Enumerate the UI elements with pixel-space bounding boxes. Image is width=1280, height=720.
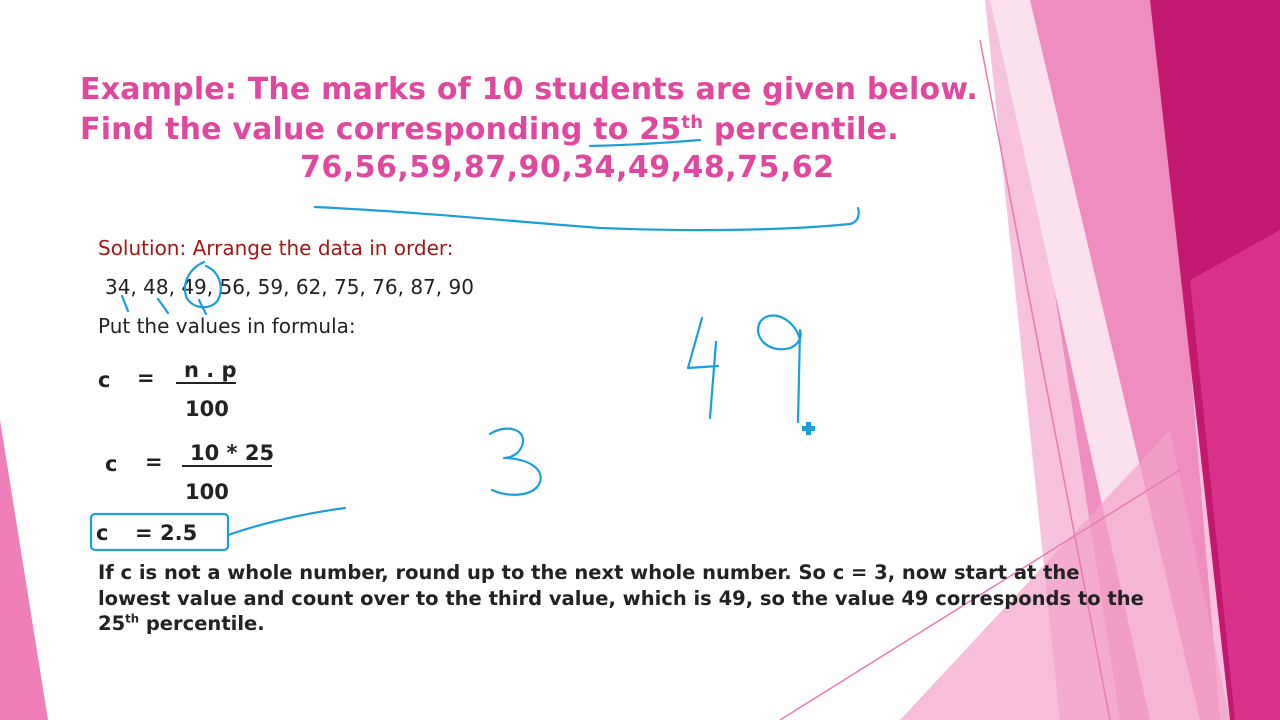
result-equals: =: [135, 521, 153, 545]
left-pink-sliver: [0, 420, 48, 720]
title-prefix: Find the value corresponding to: [80, 112, 640, 147]
title-ordinal-suffix: th: [681, 112, 704, 133]
title-suffix: percentile.: [703, 112, 899, 147]
explanation-line-3: [98, 612, 265, 635]
data-values: 76,56,59,87,90,34,49,48,75,62: [300, 150, 835, 185]
explanation-ordinal-suffix: th: [125, 611, 140, 626]
formula2-numerator: 10 * 25: [190, 441, 275, 465]
put-values-text: Put the values in formula:: [98, 314, 356, 338]
formula1-denominator: 100: [185, 397, 229, 421]
result-value: 2.5: [160, 521, 198, 545]
explanation-line-2: lowest value and count over to the third value, which is 49, so the value 49 corresponds to the: [98, 587, 1144, 610]
explanation-ordinal-number: 25: [98, 612, 126, 635]
title-line-1: Example: The marks of 10 students are given below.: [80, 72, 978, 107]
formula2-equals: =: [145, 450, 163, 474]
formula1-numerator: n . p: [184, 358, 237, 382]
ordered-values: 34, 48, 49, 56, 59, 62, 75, 76, 87, 90: [105, 275, 474, 299]
result-lhs: c: [96, 521, 109, 545]
solution-heading: Solution: Arrange the data in order:: [98, 236, 454, 260]
formula1-equals: =: [137, 366, 155, 390]
formula2-denominator: 100: [185, 480, 229, 504]
formula2-fraction-bar: [182, 465, 272, 467]
explanation-line-1: If c is not a whole number, round up to the next whole number. So c = 3, now start at the: [98, 561, 1080, 584]
explanation-suffix: percentile.: [139, 612, 265, 635]
formula1-lhs: c: [98, 368, 111, 392]
formula1-fraction-bar: [176, 382, 236, 384]
formula2-lhs: c: [105, 452, 118, 476]
title-ordinal-number: 25: [639, 112, 682, 147]
title-line-2: [80, 112, 899, 147]
